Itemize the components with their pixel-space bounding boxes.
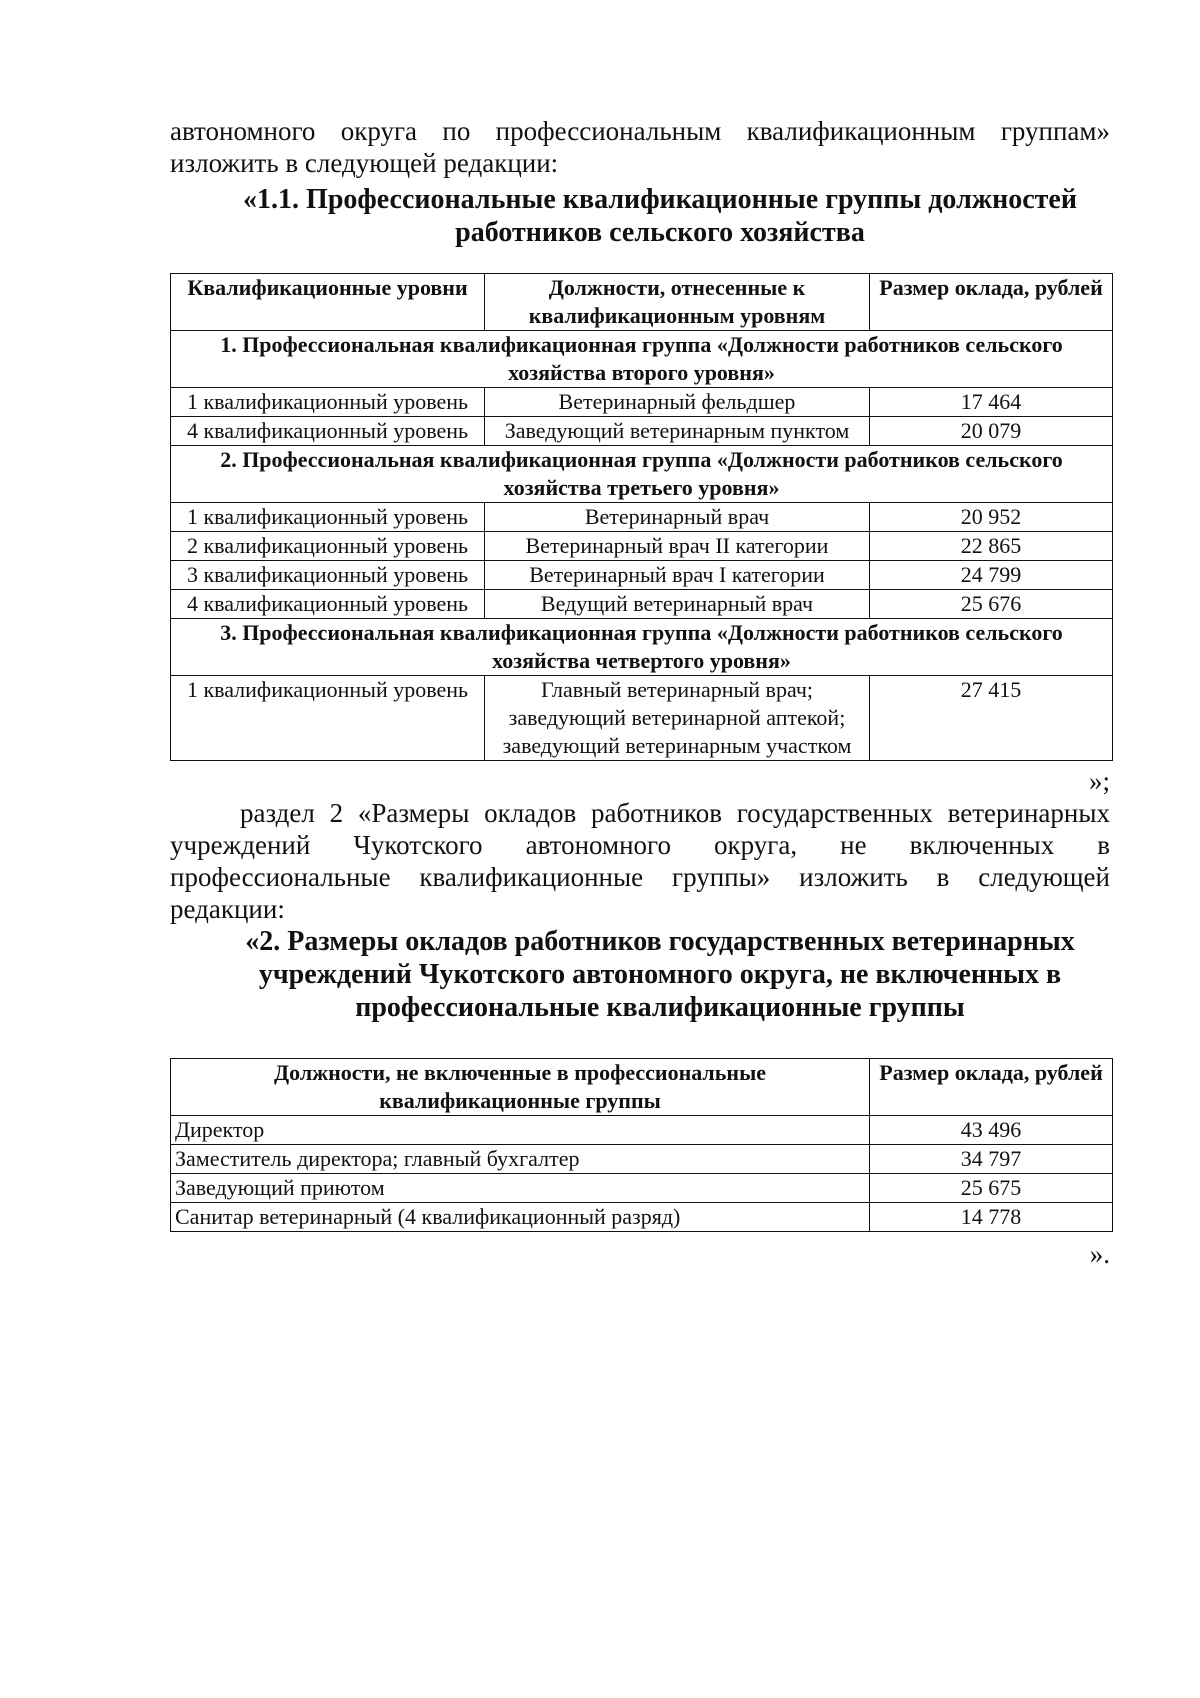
table-row xyxy=(171,561,1113,590)
section2-heading: «2. Размеры окладов работников государственных ветеринарных учреждений Чукотского автономного округа, не включенных в профессиональные квалификационные группы xyxy=(245,926,1075,1023)
group-title: 3. Профессиональная квалификационная группа «Должности работников сельского хозяйства четвертого уровня» xyxy=(171,619,1113,676)
table-row xyxy=(171,1174,1113,1203)
level-cell: 4 квалификационный уровень xyxy=(171,417,485,446)
table2-header-row xyxy=(171,1059,1113,1116)
position-cell: Заместитель директора; главный бухгалтер xyxy=(171,1145,870,1174)
position-cell: Санитар ветеринарный (4 квалификационный разряд) xyxy=(171,1203,870,1232)
level-cell: 3 квалификационный уровень xyxy=(171,561,485,590)
document-page xyxy=(170,0,1110,1270)
level-cell: 1 квалификационный уровень xyxy=(171,503,485,532)
table-row xyxy=(171,1145,1113,1174)
level-cell: 4 квалификационный уровень xyxy=(171,590,485,619)
table1-closing-quote: »; xyxy=(1088,766,1110,796)
level-cell: 2 квалификационный уровень xyxy=(171,532,485,561)
section1-heading: «1.1. Профессиональные квалификационные группы должностей работников сельского хозяйства xyxy=(243,184,1077,248)
table-row xyxy=(171,503,1113,532)
table-row xyxy=(171,1203,1113,1232)
table-row xyxy=(171,676,1113,761)
level-cell: 1 квалификационный уровень xyxy=(171,676,485,761)
table1-header-row xyxy=(171,274,1113,331)
position-cell: Ветеринарный врач xyxy=(485,503,870,532)
header-salary: Размер оклада, рублей xyxy=(870,274,1113,331)
header-salary: Размер оклада, рублей xyxy=(870,1059,1113,1116)
salary-cell: 25 675 xyxy=(870,1174,1113,1203)
table-row xyxy=(171,417,1113,446)
position-cell: Ветеринарный врач II категории xyxy=(485,532,870,561)
section2-paragraph: раздел 2 «Размеры окладов работников государственных ветеринарных учреждений Чукотского автономного округа, не включенных в профессиональные квалификационные группы» изложить в следующей редакции: xyxy=(170,798,1110,924)
position-cell: Заведующий приютом xyxy=(171,1174,870,1203)
group-title-row xyxy=(171,619,1113,676)
qualification-groups-table xyxy=(170,273,1113,761)
group-title: 1. Профессиональная квалификационная группа «Должности работников сельского хозяйства второго уровня» xyxy=(171,331,1113,388)
position-cell: Ведущий ветеринарный врач xyxy=(485,590,870,619)
salary-cell: 20 952 xyxy=(870,503,1113,532)
salary-cell: 17 464 xyxy=(870,388,1113,417)
salary-cell: 25 676 xyxy=(870,590,1113,619)
salary-cell: 27 415 xyxy=(870,676,1113,761)
group-title: 2. Профессиональная квалификационная группа «Должности работников сельского хозяйства третьего уровня» xyxy=(171,446,1113,503)
salary-cell: 20 079 xyxy=(870,417,1113,446)
salary-cell: 43 496 xyxy=(870,1116,1113,1145)
position-cell: Ветеринарный фельдшер xyxy=(485,388,870,417)
table-row xyxy=(171,1116,1113,1145)
position-cell: Главный ветеринарный врач; заведующий ветеринарной аптекой; заведующий ветеринарным участком xyxy=(485,676,870,761)
position-cell: Директор xyxy=(171,1116,870,1145)
group-title-row xyxy=(171,446,1113,503)
intro-paragraph: автономного округа по профессиональным квалификационным группам» изложить в следующей редакции: xyxy=(170,116,1110,178)
header-positions: Должности, отнесенные к квалификационным уровням xyxy=(485,274,870,331)
table2-closing-quote: ». xyxy=(1089,1239,1110,1269)
position-cell: Заведующий ветеринарным пунктом xyxy=(485,417,870,446)
level-cell: 1 квалификационный уровень xyxy=(171,388,485,417)
salary-cell: 24 799 xyxy=(870,561,1113,590)
table-row xyxy=(171,388,1113,417)
salary-cell: 14 778 xyxy=(870,1203,1113,1232)
non-group-positions-table xyxy=(170,1058,1113,1232)
group-title-row xyxy=(171,331,1113,388)
header-positions: Должности, не включенные в профессиональные квалификационные группы xyxy=(171,1059,870,1116)
salary-cell: 22 865 xyxy=(870,532,1113,561)
header-qualification-levels: Квалификационные уровни xyxy=(171,274,485,331)
table-row xyxy=(171,532,1113,561)
salary-cell: 34 797 xyxy=(870,1145,1113,1174)
position-cell: Ветеринарный врач I категории xyxy=(485,561,870,590)
table-row xyxy=(171,590,1113,619)
